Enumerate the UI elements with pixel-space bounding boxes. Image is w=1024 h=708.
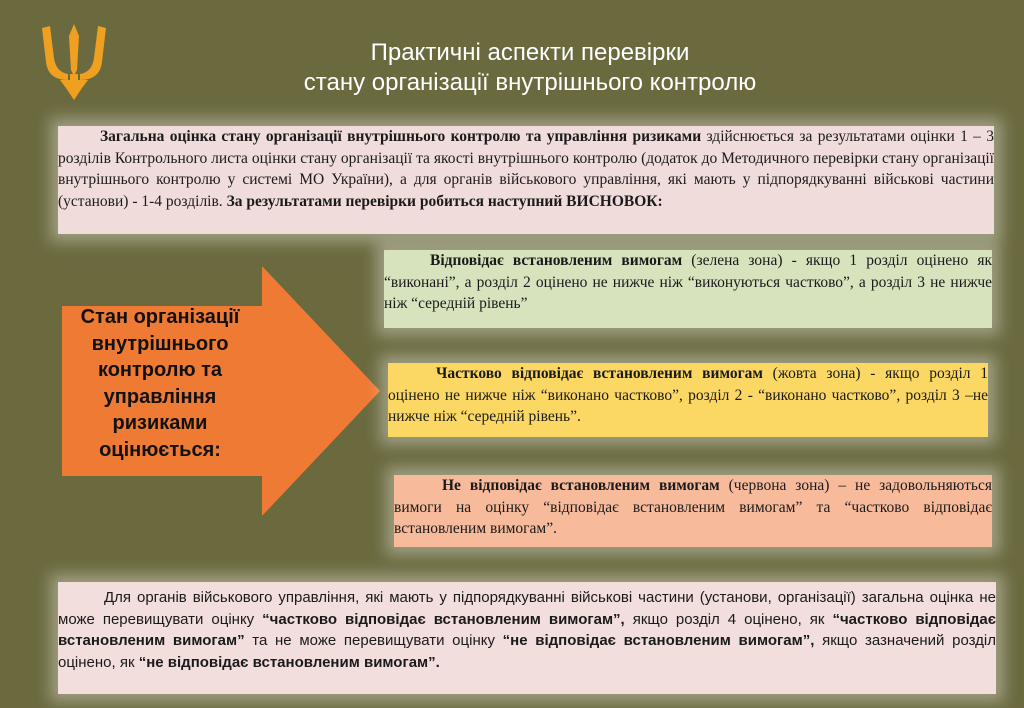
yellow-text: (жовта зона) - якщо розділ 1 оцінено не нижче ніж “виконано частково”, розділ 2 - “виконано частково”, розділ 3 –не нижче ніж “середній рівень”. — [388, 365, 989, 425]
red-text: (червона зона) – не задовольняються вимоги на оцінку “відповідає встановленим вимогам” та “частково відповідає встановленим вимогам”. — [394, 477, 992, 537]
yellow-zone-box — [388, 363, 988, 437]
intro-conclusion: За результатами перевірки робиться наступний ВИСНОВОК: — [226, 192, 663, 210]
green-text: (зелена зона) - якщо 1 розділ оцінено як “виконані”, а розділ 2 оцінено не нижче ніж “виконуються частково”, а розділ 3 не нижче ніж “середній рівень” — [384, 252, 992, 312]
bottom-text-1: Для органів військового управління, які мають у підпорядкуванні військові частини (установи, організації) загальна оцінка не може перевищувати оцінку — [58, 589, 996, 628]
red-bold: Не відповідає встановленим вимогам — [442, 477, 720, 494]
arrow-label: Стан організації внутрішнього контролю та управління ризиками оцінюється: — [80, 306, 240, 461]
trident-icon — [38, 22, 110, 102]
green-zone-box — [384, 250, 992, 328]
green-bold: Відповідає встановленим вимогам — [430, 252, 683, 269]
intro-box — [58, 126, 994, 234]
bottom-bold-2: “частково відповідає встановленим вимогам” — [58, 610, 997, 649]
title-line-2: стану організації внутрішнього контролю — [303, 69, 757, 96]
yellow-bold: Частково відповідає встановленим вимогам — [436, 365, 763, 382]
bottom-text-2: якщо розділ 4 оцінено, як — [624, 610, 833, 628]
bottom-bold-4: “не відповідає встановленим вимогам”. — [138, 653, 440, 671]
intro-bold: Загальна оцінка стану організації внутрішнього контролю та управління ризиками — [100, 128, 702, 145]
bottom-text-4: якщо зазначений розділ оцінено, як — [58, 632, 997, 671]
bottom-text-3: та не може перевищувати оцінку — [244, 632, 503, 649]
intro-text: здійснюється за результатами оцінки 1 – 3 розділів Контрольного листа оцінки стану організації та якості внутрішнього контролю (додаток до Методичного перевірки стану організації внутрішнього контролю у системі МО України), а для органів військового управління, які мають у підпорядкуванні військові частини (установи) - 1-4 розділів. — [58, 128, 994, 210]
bottom-note-box — [58, 582, 996, 694]
page-title — [250, 38, 810, 98]
title-line-1: Практичні аспекти перевірки — [370, 39, 690, 66]
bottom-bold-3: “не відповідає встановленим вимогам”, — [502, 632, 815, 649]
bottom-bold-1: “частково відповідає встановленим вимогам”, — [262, 610, 625, 628]
red-zone-box — [394, 475, 992, 547]
